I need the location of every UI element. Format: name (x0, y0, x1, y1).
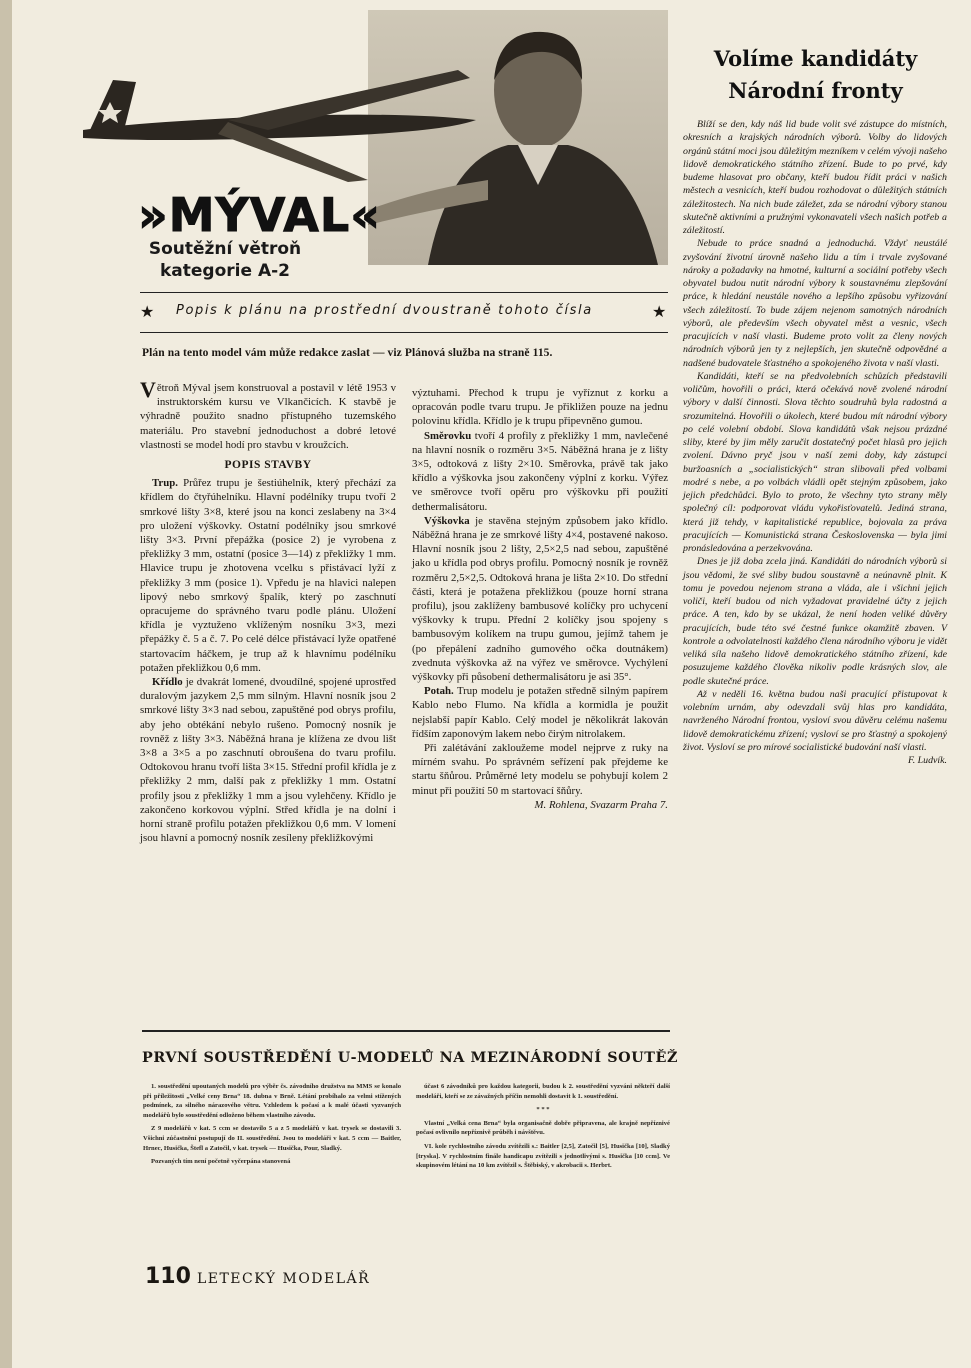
subtitle-line-2: kategorie A-2 (160, 261, 290, 281)
smerovka-paragraph (412, 429, 668, 514)
smerovka-label: Směrovku (424, 429, 472, 442)
bottom-paragraph: VI. kole rychlostního závodu zvítězili s.: Baitler [2,5], Zatočil [5], Husička [10], Sladký [tryska]. V rychlostním finále handicapu zvítězili s jednotlivými s. Husička [10 ccm]. Ve skupinovém létání na 10 km zvítězil s. Štěbiský, v akrobacii s. Herbrt. (416, 1142, 670, 1170)
bottom-paragraph: Pozvaných tím není početně vyčerpána stanovená (151, 1158, 291, 1166)
election-paragraph: Dnes je již doba zcela jiná. Kandidáti do národních výborů si jsou vědomi, že své sliby budou soustavně a neúnavně plnit. K tomu je povedou nejenom strana a vláda, ale i všichni jejich voliči, kteří budou od nich vyžadovat pravidelné účty z jejich práce. A ten, kdo by se ukázal, že není hoden veliké důvěry pracujících, bude této své čestné funkce okamžitě zbaven. V kontrole a odvolatelnosti každého člena národního výboru je vidět veliká síla našeho lidově demokratického státního zřízení, kde posuzujeme každého člověka nikoliv podle krásných slov, ale podle skutečné práce. (683, 556, 947, 687)
divider (140, 292, 668, 293)
article-column-2 (412, 386, 668, 812)
election-paragraph: Kandidáti, kteří se na předvolebních schůzích představili voličům, hovořili o práci, která očekává nově zvolené národní výbory v další činnosti. Slova těchto soudruhů byla radostná a srozumitelná. Hovořili o úkolech, které budou mít národní výbory po celé volební období. Slova kandidátů však nejsou prázdné sliby, které by jim měly zaručit dostatečný počet hlasů pro jejich zvolení. Dávno pryč jsou v naší zemi doby, kdy zástupci buržoasních a „socialistických“ stran slibovali před volbami modré s nebe, a po volbách vládli opět stejným způsobem, jako jejich předchůdci. Bylo to proto, že všechny tyto strany měly společný cíl: podporovat vládu vykořisťovatelů. Jediná strana, která již tehdy, v kapitalistické republice, bojovala za práva pracujících — Komunistická strana Československa — byla jimi pronásledována a perzekvována. (683, 370, 947, 554)
bottom-headline: PRVNÍ SOUSTŘEDĚNÍ U-MODELŮ NA MEZINÁRODNÍ SOUTĚŽ (142, 1050, 679, 1066)
separator: * * * (536, 1106, 550, 1114)
right-headline-line-2: Národní fronty (728, 78, 903, 103)
model-subtitle (140, 238, 310, 282)
kridlo-paragraph (140, 675, 396, 845)
election-paragraph: Až v neděli 16. května budou naši pracující přistupovat k volebním urnám, aby odevzdali svůj hlas pro kandidáta, navrženého Národní frontou, vysloví svou důvěru celému našemu lidově demokratickému zřízení; vysloví se pro šťastný a spokojený život. Vysloví se pro mírové socialistické budování naší vlasti. (683, 688, 947, 753)
kridlo-text: je dvakrát lomené, dvoudílné, spojené uprostřed duralovým jazykem 2,5 mm silným. Hlavní nosník jsou 2 smrkové lišty 3×3 nad sebou, zapuštěné pod obrys profilu, aby jeho obtékání nebylo rušeno. Pomocný nosník je rovněž z lišty 3×3. Náběžná hrana je klížena ze dvou lišt 3×8 a 3×5 a po zaschnutí obroušena do tvaru profilu. Odtokovou hranu tvoří lišta 3×15. Střední profil křídla je z překližky 2 mm, další pak z překližky 1 mm. Ostatní profily jsou z překližky 1 mm a jsou vylehčeny. Křídlo je zakončeno korkovou výplní. Střed křídla je na dolní i horní straně profilu potažen překližkou 0,6 mm. V lomení jsou hlavní a pomocný nosník zesíleny překližkovými (140, 676, 396, 845)
election-article (683, 118, 947, 767)
smerovka-text: tvoří 4 profily z překližky 1 mm, navlečené na hlavní nosník o rozměru 3×5. Náběžná hrana je z lišty 3×5, odtoková z lišty 2×10. Směrovka, právě tak jako křídlo a výškovka jsou zakončeny výplní z korku. Výřez ve směrovce tvoří opěru pro výškovku při použití dethermalisátoru. (412, 429, 668, 513)
election-paragraph: Nebude to práce snadná a jednoduchá. Vždyť neustálé zvyšování životní úrovně našeho lidu a tím i trvale zvyšované nároky a požadavky na hmotné, kulturní a sociální potřeby všech obyvatel budou nutit národní výbory k soustavnému zlepšování práce, k hledání neustále nového a lepšího způsobu vyřizování všech záležitostí. To bude zájem nejenom samotných národních výborů, ale především všech obyvatel měst a vesnic, všech pracujících v naší vlasti. Budeme proto volit za členy nových národních výborů jen ty z nejlepších, jen skutečně odpovědné a nadšené budovatele šťastného a spokojeného života v naší vlasti. (683, 238, 947, 369)
vyskovka-label: Výškovka (424, 514, 470, 527)
subtitle-line-1: Soutěžní větroň (148, 239, 302, 259)
right-headline-line-1: Volíme kandidáty (713, 46, 918, 71)
kridlo-label: Křídlo (152, 676, 183, 689)
article-column-1 (140, 377, 396, 846)
divider (140, 332, 668, 333)
right-headline (683, 43, 948, 107)
plan-banner: Popis k plánu na prostřední dvoustraně tohoto čísla (176, 303, 593, 318)
bottom-paragraph: 1. soustředění upoutaných modelů pro výběr čs. závodního družstva na MMS se konalo při příležitosti „Velké ceny Brna“ 18. dubna v Brně. Létání probíhalo za velmi stížených podmínek, za silného nárazového větru. Vzhledem k počasí a k malé účasti vyzvaných modelářů bylo soustředění odloženo během vlastního závodu. (143, 1083, 401, 1119)
star-icon: ★ (140, 304, 155, 321)
trup-label: Trup. (152, 477, 178, 490)
intro-paragraph (140, 377, 396, 452)
page-footer (145, 1264, 370, 1289)
potah-paragraph (412, 684, 668, 741)
bottom-paragraph: účast 6 závodníků pro každou kategorii, budou k 2. soustředění vyzváni někteří další modeláři, kteří se ze závažných příčin nemohli dostavit k 1. soustředění. (416, 1083, 670, 1100)
col2-continuation: výztuhami. Přechod k trupu je vyříznut z korku a opracován podle tvaru trupu. Je přikližen pouze na jednu polovinu křídla. Křídlo je k trupu připevněno gumou. (412, 387, 668, 428)
divider (142, 1030, 670, 1032)
section-heading: POPIS STAVBY (224, 459, 312, 472)
page-edge (0, 0, 12, 1368)
vyskovka-paragraph (412, 514, 668, 684)
election-signature: F. Ludvík. (907, 755, 947, 766)
vyskovka-text: je stavěna stejným způsobem jako křídlo. Náběžná hrana je ze smrkové lišty 4×4, postavené nakoso. Hlavní nosník jsou 2 lišty, 2,5×2,5 nad sebou, zapuštěné jako u křídla pod obrys profilu. Pomocný nosník je rovněž rozměru 2,5×2,5. Odtoková hrana je lišta 2×10. Do střední části, která je potažena překližkou (pouze horní strana profilu), jsou zaklíženy bambusové kolíčky pro uchycení výškovky k trupu. Přední 2 kolíčky jsou spojeny s bambusovým kolíkem na trupu gumou, jejímž tahem je (po přepálení zadního gumového očka doutnákem) zvednuta výškovka až na výřez ve směrovce. Vychýlení výškovky při působení dethermalisátoru je asi 35°. (412, 514, 668, 684)
trup-text: Průřez trupu je šestiúhelník, který přechází za křídlem do čtyřúhelníku. Hlavní podélníky trupu tvoří 2 smrkové lišty 3×8, které jsou na konci zeslabeny na 3×4 pro uložení výškovky. Ostatní podélníky jsou smrkové lišty 3×3. První přepážka (posice 2) je vyrobena z překližky 3 mm, ostatní (posice 3—14) z překližky 1 mm. Hlavice trupu je zhotovena vcelku s přistávací lyží z překližky 3 mm (posice 1). Vpředu je na hlavici nalepen lipový nebo smrkový špalík, který po zaschnutí opracujeme do správného tvaru podle plánu. Uložení křídla je vyztuženo vklíženým nosníku 3×3, mezi přepážky č. 5 a č. 7. Po celé délce přistávací lyže opatřené startovacím háčkem, je trup až k hlavnímu podélníku potažen překližkou 0,6 mm. (140, 477, 396, 674)
election-paragraph: Blíží se den, kdy náš lid bude volit své zástupce do místních, okresních a krajských národních výborů. Volby do lidových orgánů státní moci jsou důležitým mezníkem v celém vývoji našeho lidově demokratického státního zřízení. Bude to po prvé, kdy budeme hlasovat pro občany, kteří budou řídit práci v našich městech a vesnicích, kteří budou rozhodovat o důležitých státních záležitostech. Na nich bude záležet, zda se národní výbory stanou skutečně aktivními a pružnými vykonavateli všech našich potřeb a záležitostí. (683, 119, 947, 236)
glider-model-drawing (78, 50, 488, 190)
bottom-column-left (143, 1082, 401, 1171)
hero-illustration (78, 10, 670, 290)
bottom-column-right (416, 1082, 670, 1175)
bottom-paragraph: Z 9 modelářů v kat. 5 ccm se dostavilo 5 a z 5 modelářů v kat. trysek se dostavili 3. Všichni zúčastnění postupují do II. soustředění. Jsou to modeláři v kat. 5 ccm — Baitler, Hrnec, Husička, Štefl a Zatočil, v kat. trysek — Husička, Pour, Sladký. (143, 1125, 401, 1152)
bottom-paragraph: Vlastní „Velká cena Brna“ byla organisačně dobře připravena, ale krajně nepříznivé počasí ovlivnilo nepříznivě průběh i návštěvu. (416, 1119, 670, 1137)
model-title: »MÝVAL« (138, 188, 381, 242)
potah-text: Trup modelu je potažen středně silným papírem Kablo nebo Flumo. Na křídla a kormidla je použit nejslabší papír Kablo. Celý model je několikrát lakován řídším zaponovým lakem nebo čirým nitrolakem. (412, 685, 668, 740)
article-signature: M. Rohlena, Svazarm Praha 7. (534, 798, 668, 811)
drop-cap: V (140, 377, 156, 402)
potah-label: Potah. (424, 685, 454, 698)
flight-paragraph: Při zalétávání zakloužeme model nejprve z ruky na mírném svahu. Po správném seřízení pak přejdeme ke startu šňůrou. Průměrné lety modelu se pohybují kolem 2 minut při použití 50 m startovací šňůry. (412, 742, 668, 797)
magazine-name: LETECKÝ MODELÁŘ (196, 1271, 371, 1287)
page-number: 110 (145, 1264, 191, 1289)
plan-service-note: Plán na tento model vám může redakce zaslat — viz Plánová služba na straně 115. (142, 347, 553, 359)
intro-text: ětroň Mýval jsem konstruoval a postavil v létě 1953 v instruktorském kursu ve Vlkančicích. K stavbě je výhradně použito snadno přístupného tuzemského materiálu. Pro stavební jednoduchost a dobré letové vlastnosti se model hodí pro stavbu v kroužcích. (140, 382, 396, 451)
star-icon: ★ (652, 304, 667, 321)
trup-paragraph (140, 476, 396, 675)
